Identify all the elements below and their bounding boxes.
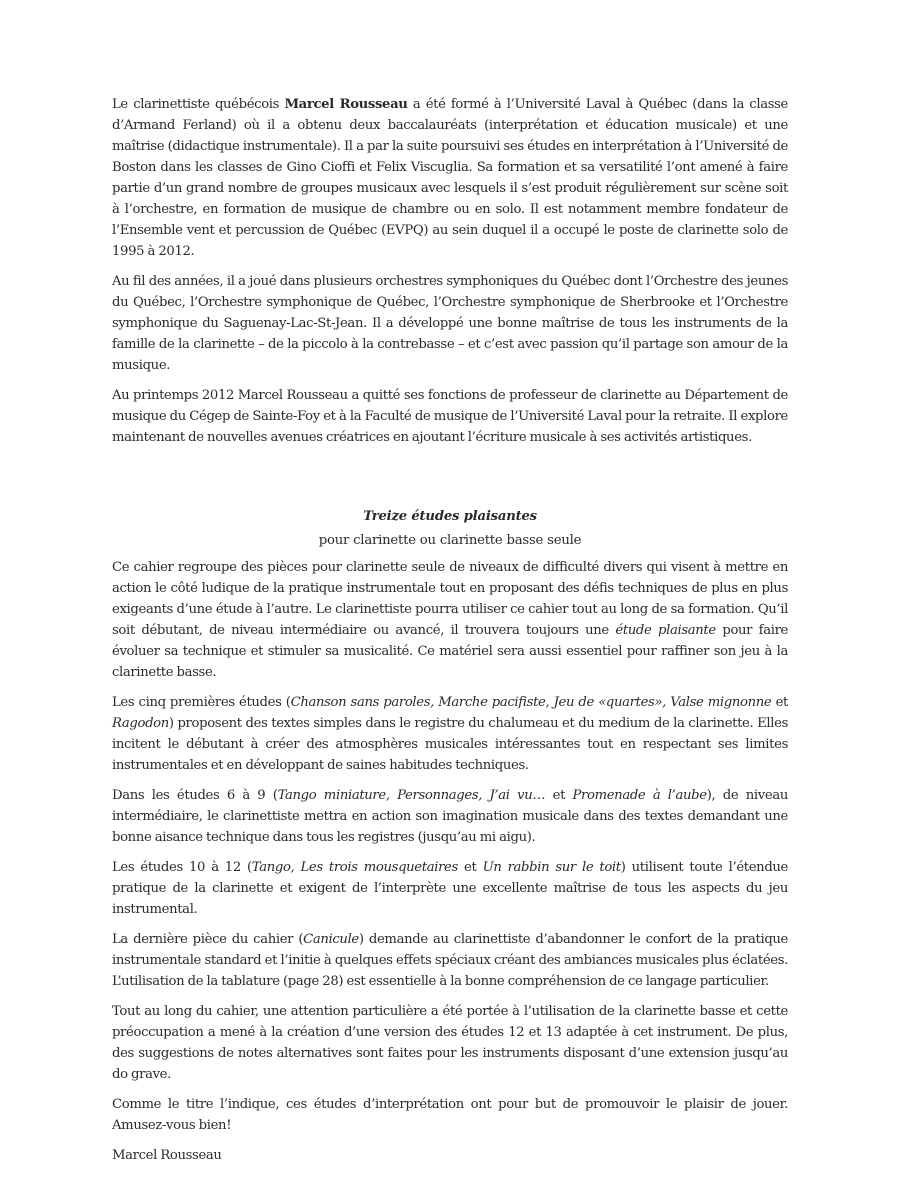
intro-paragraph-6: Tout au long du cahier, une attention particulière a été portée à l’utilisation de la clarinette basse et cette préoccupation a mené à la création d’une version des études 12 et 13 adaptée à cet instrument. De plus, des suggestions de notes alternatives sont faites pour les instruments disposant d’une extension jusqu’au do grave. bbox=[112, 1004, 788, 1082]
bio-paragraph-3: Au printemps 2012 Marcel Rousseau a quitté ses fonctions de professeur de clarinette au Département de musique du Cégep de Sainte-Foy et à la Faculté de musique de l’Université Laval pour la retraite. Il explore maintenant de nouvelles avenues créatrices en ajoutant l’écriture musicale à ses activités artistiques. bbox=[112, 388, 788, 445]
document-page bbox=[112, 94, 788, 1175]
biography-section bbox=[112, 94, 788, 448]
intro-paragraph-5: La dernière pièce du cahier (Canicule) demande au clarinettiste d’abandonner le confort de la pratique instrumentale standard et l’initie à quelques effets spéciaux créant des ambiances musicales plus éclatées. L’utilisation de la tablature (page 28) est essentielle à la bonne compréhension de ce langage particulier. bbox=[112, 932, 789, 989]
intro-paragraph-7: Comme le titre l’indique, ces études d’interprétation ont pour but de promouvoir le plaisir de jouer. Amusez-vous bien! bbox=[112, 1097, 788, 1133]
intro-paragraph-2: Les cinq premières études (Chanson sans paroles, Marche pacifiste, Jeu de «quartes», Valse mignonne et Ragodon) proposent des textes simples dans le registre du chalumeau et du medium de la clarinette. Elles incitent le débutant à créer des atmosphères musicales intéressantes tout en respectant ses limites instrumentales et en développant de saines habitudes techniques. bbox=[112, 695, 789, 773]
intro-section bbox=[112, 507, 788, 1166]
intro-paragraph-1: Ce cahier regroupe des pièces pour clarinette seule de niveaux de difficulté divers qui visent à mettre en action le côté ludique de la pratique instrumentale tout en proposant des défis techniques de plus en plus exigeants d’une étude à l’autre. Le clarinettiste pourra utiliser ce cahier tout au long de sa formation. Qu’il soit débutant, de niveau intermédiaire ou avancé, il trouvera toujours une étude plaisante pour faire évoluer sa technique et stimuler sa musicalité. Ce matériel sera aussi essentiel pour raffiner son jeu à la clarinette basse. bbox=[112, 560, 788, 680]
signature: Marcel Rousseau bbox=[112, 1148, 222, 1163]
bio-paragraph-2: Au fil des années, il a joué dans plusieurs orchestres symphoniques du Québec dont l’Orchestre des jeunes du Québec, l’Orchestre symphonique de Québec, l’Orchestre symphonique de Sherbrooke et l’Orchestre symphonique du Saguenay-Lac-St-Jean. Il a développé une bonne maîtrise de tous les instruments de la famille de la clarinette – de la piccolo à la contrebasse – et c’est avec passion qu’il partage son amour de la musique. bbox=[112, 274, 788, 373]
bio-paragraph-1: Le clarinettiste québécois Marcel Rousseau a été formé à l’Université Laval à Québec (dans la classe d’Armand Ferland) où il a obtenu deux baccalauréats (interprétation et éducation musicale) et une maîtrise (didactique instrumentale). Il a par la suite poursuivi ses études en interprétation à l’Université de Boston dans les classes de Gino Cioffi et Felix Viscuglia. Sa formation et sa versatilité l’ont amené à faire partie d’un grand nombre de groupes musicaux avec lesquels il s’est produit régulièrement sur scène soit à l’orchestre, en formation de musique de chambre ou en solo. Il est notamment membre fondateur de l’Ensemble vent et percussion de Québec (EVPQ) au sein duquel il a occupé le poste de clarinette solo de 1995 à 2012. bbox=[112, 97, 789, 259]
section-spacer bbox=[112, 457, 788, 507]
intro-paragraph-3: Dans les études 6 à 9 (Tango miniature, Personnages, J’ai vu… et Promenade à l’aube), de niveau intermédiaire, le clarinettiste mettra en action son imagination musicale dans des textes demandant une bonne aisance technique dans tous les registres (jusqu’au mi aigu). bbox=[112, 788, 788, 845]
intro-paragraph-4: Les études 10 à 12 (Tango, Les trois mousquetaires et Un rabbin sur le toit) utilisent toute l’étendue pratique de la clarinette et exigent de l’interprète une excellente maîtrise de tous les aspects du jeu instrumental. bbox=[112, 860, 789, 917]
book-title: Treize études plaisantes bbox=[363, 509, 537, 524]
author-name: Marcel Rousseau bbox=[284, 97, 408, 112]
book-subtitle: pour clarinette ou clarinette basse seule bbox=[318, 533, 582, 548]
